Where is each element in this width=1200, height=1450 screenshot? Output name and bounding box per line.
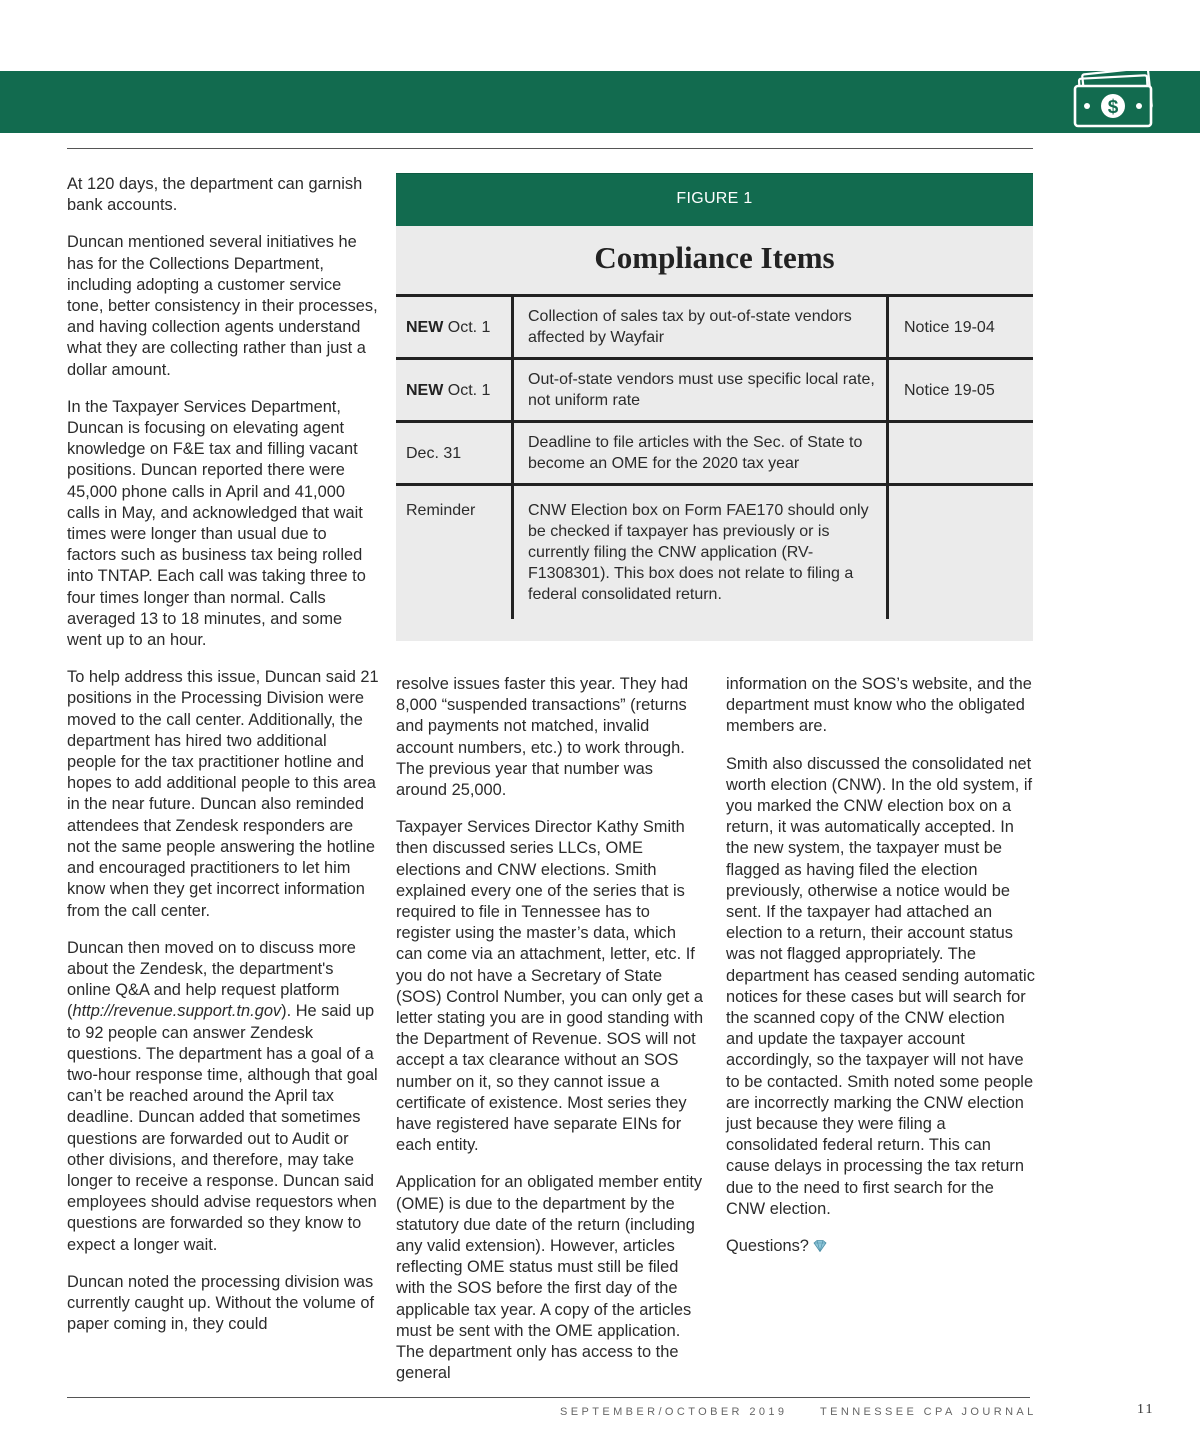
date-cell: Reminder [396,485,513,619]
table-row [396,359,1033,422]
reference-cell: Notice 19-04 [888,296,1034,359]
paragraph: In the Taxpayer Services Department, Duncan is focusing on elevating agent knowledge on F&E tax and filling vacant positions. Duncan reported there were 45,000 phone calls in April and 41,000 calls in May, and acknowledged that wait times were longer than usual due to factors such as business tax being rolled into TNTAP. Each call was taking three to four times longer than normal. Calls averaged 13 to 18 minutes, and some went up to an hour. [67,397,366,650]
figure-title: Compliance Items [594,240,835,275]
figure-label: FIGURE 1 [396,173,1033,226]
money-bill-icon [1068,66,1160,132]
paragraph: Duncan then moved on to discuss more about the Zendesk, the department's online Q&A and help request platform (http://revenue.support.tn.gov). He said up to 92 people can answer Zendesk questions. The department has a goal of a two-hour response time, although that goal can’t be reached around the April tax deadline. Duncan added that sometimes questions are forwarded out to Audit or other divisions, and therefore, may take longer to receive a response. Duncan said employees should advise requestors when questions are forwarded so they know to expect a longer wait. [67,938,378,1254]
table-row [396,296,1033,359]
reference-cell [888,485,1034,619]
paragraph: At 120 days, the department can garnish bank accounts. [67,175,363,215]
paragraph: To help address this issue, Duncan said 21 positions in the Processing Division were moved to the call center. Additionally, the department has hired two additional people for the tax practitioner hotline and hopes to add additional people to this area in the near future. Duncan also reminded attendees that Zendesk responders are not the same people answering the hotline and encouraged practitioners to let him know when they get incorrect information from the call center. [67,668,379,920]
item-cell: CNW Election box on Form FAE170 should only be checked if taxpayer has previously or is currently filing the CNW application (RV-F1308301). This box does not relate to filing a federal consolidated return. [513,485,888,619]
paragraph: information on the SOS’s website, and the department must know who the obligated members are. [726,675,1032,736]
paragraph: Smith also discussed the consolidated net worth election (CNW). In the old system, if you marked the CNW election box on a return, it was automatically accepted. In the new system, the taxpayer must be flagged as having filed the election previously, otherwise a notice would be sent. If the taxpayer had attached an election to a return, their account status was not flagged appropriately. The department has ceased sending automatic notices for these cases but will search for the scanned copy of the CNW election and update the taxpayer account accordingly, so the taxpayer will not have to be contacted. Smith noted some people are incorrectly marking the CNW election just because they were filing a consolidated federal return. This can cause delays in processing the tax return due to the need to first search for the CNW election. [726,754,1035,1218]
column-3 [726,674,1036,1273]
svg-text:$: $ [1107,97,1119,118]
header-band [0,71,1200,133]
paragraph: resolve issues faster this year. They had 8,000 “suspended transactions” (returns and payments not matched, invalid account numbers, etc.) to work through. The previous year that number was around 25,000. [396,675,689,800]
paragraph: Taxpayer Services Director Kathy Smith then discussed series LLCs, OME elections and CNW elections. Smith explained every one of the series that is required to file in Tennessee has to register using the master’s data, which can come via an attachment, letter, etc. If you do not have a Secretary of State (SOS) Control Number, you can only get a letter stating you are in good standing with the Department of Revenue. SOS will not accept a tax clearance without an SOS number on it, so they cannot issue a certificate of existence. Most series they have registered have separate EINs for each entity. [396,818,704,1155]
end-mark-icon [813,1240,827,1252]
paragraph: Duncan mentioned several initiatives he has for the Collections Department, including adopting a customer service tone, better consistency in their processes, and having collection agents understand what they are collecting rather than just a dollar amount. [67,233,378,379]
compliance-table [396,294,1033,619]
footer-issue: SEPTEMBER/OCTOBER 2019 [560,1406,788,1418]
paragraph: Duncan noted the processing division was currently caught up. Without the volume of paper coming in, they could [67,1272,375,1334]
date-cell: NEW Oct. 1 [396,359,513,422]
item-cell: Out-of-state vendors must use specific local rate, not uniform rate [513,359,888,422]
column-2 [396,674,706,1401]
reference-cell: Notice 19-05 [888,359,1034,422]
date-cell: Dec. 31 [396,422,513,485]
column-1 [67,174,379,1351]
top-rule [67,148,1033,149]
table-row [396,485,1033,619]
zendesk-link[interactable]: http://revenue.support.tn.gov [72,1002,282,1021]
closing-paragraph: Questions? [726,1236,1036,1257]
date-cell: NEW Oct. 1 [396,296,513,359]
footer-journal: TENNESSEE CPA JOURNAL [820,1406,1037,1418]
figure-1 [396,173,1033,641]
page-number: 11 [1137,1402,1155,1417]
paragraph: Application for an obligated member entity (OME) is due to the department by the statutory due date of the return (including any valid extension). However, articles reflecting OME status must still be filed with the SOS before the first day of the applicable tax year. A copy of the articles must be sent with the OME application. The department only has access to the general [396,1173,703,1383]
item-cell: Deadline to file articles with the Sec. of State to become an OME for the 2020 tax year [513,422,888,485]
reference-cell [888,422,1034,485]
table-row [396,422,1033,485]
bottom-rule [67,1397,1030,1398]
item-cell: Collection of sales tax by out-of-state vendors affected by Wayfair [513,296,888,359]
